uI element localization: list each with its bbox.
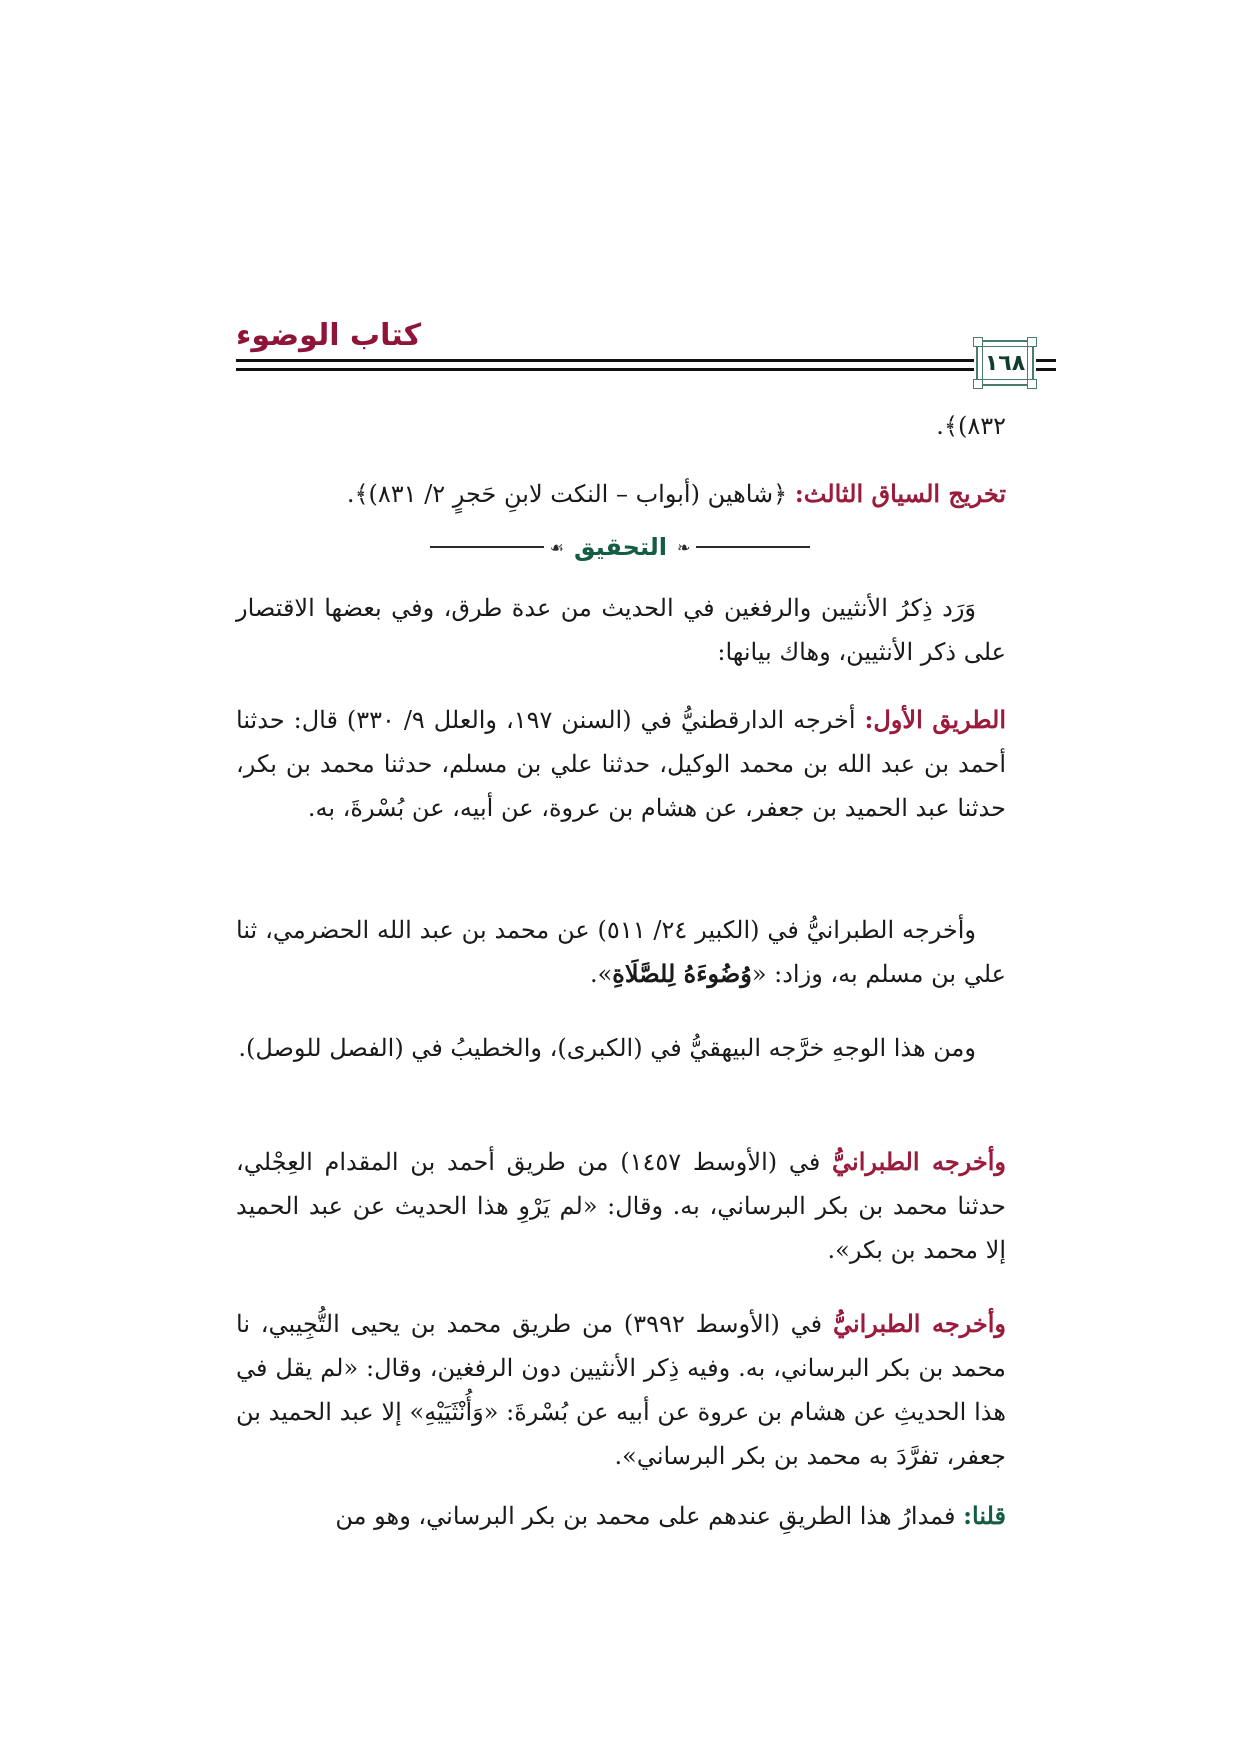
ornament-icon: [1027, 337, 1037, 347]
paragraph-text: وأخرجه الطبرانيُّ في (الكبير ٢٤/ ٥١١) عن محمد بن عبد الله الحضرمي، ثنا علي بن مسلم به، وزاد: «: [236, 916, 1006, 988]
continuation-text: ٨٣٢)﴾.: [936, 412, 1006, 440]
divider-line: [696, 546, 810, 548]
paragraph: [236, 1494, 1006, 1538]
ornament-icon: [973, 379, 983, 389]
paragraph: [236, 1302, 1006, 1478]
book-title: كتاب الوضوء: [236, 318, 422, 353]
paragraph: [236, 1026, 1006, 1070]
path-label: قلنا:: [963, 1501, 1006, 1530]
paragraph-text: في (الأوسط ١٤٥٧) من طريق أحمد بن المقدام العِجْلي، حدثنا محمد بن بكر البرساني، به. وقال: «لم يَرْوِ هذا الحديث عن عبد الحميد إلا محمد بن بكر».: [236, 1148, 1006, 1264]
paragraph-text: ».: [589, 960, 613, 988]
ornament-icon: ❧: [676, 537, 691, 557]
section-title: التحقيق: [573, 533, 667, 561]
header-rule: [236, 359, 974, 362]
paragraph: [236, 586, 1006, 674]
paragraph-text: وَرَد ذِكرُ الأنثيين والرفغين في الحديث من عدة طرق، وفي بعضها الاقتصار على ذكر الأنثيين، وهاك بيانها:: [236, 594, 1006, 666]
paragraph-text: فمدارُ هذا الطريقِ عندهم على محمد بن بكر البرساني، وهو من: [335, 1502, 964, 1530]
paragraph-text: أخرجه الدارقطنيُّ في (السنن ١٩٧، والعلل ٩/ ٣٣٠) قال: حدثنا أحمد بن عبد الله بن محمد الوكيل، حدثنا علي بن مسلم، حدثنا محمد بن بكر، حدثنا عبد الحميد بن جعفر، عن هشام بن عروة، عن أبيه، عن بُسْرةَ، به.: [236, 706, 1006, 822]
ornament-icon: ☙: [549, 537, 564, 557]
section-divider: [430, 532, 810, 562]
header-rule: [1036, 359, 1056, 362]
header-rule: [1036, 368, 1056, 371]
ornament-icon: [1027, 379, 1037, 389]
path-label: وأخرجه الطبرانيُّ: [832, 1309, 1007, 1338]
takhrij-line: [226, 472, 1006, 516]
paragraph-text: ومن هذا الوجهِ خرَّجه البيهقيُّ في (الكبرى)، والخطيبُ في (الفصل للوصل).: [238, 1034, 976, 1062]
paragraph: [236, 698, 1006, 830]
path-label: الطريق الأول:: [864, 705, 1007, 734]
quoted-phrase: وُضُوءَهُ لِلصَّلَاةِ: [612, 959, 752, 988]
paragraph: [236, 908, 1006, 996]
paragraph-text: في (الأوسط ٣٩٩٢) من طريق محمد بن يحيى التُّجِيبي، نا محمد بن بكر البرساني، به. وفيه ذِكر الأنثيين دون الرفغين، وقال: «لم يقل في هذا الحديثِ عن هشام بن عروة عن أبيه عن بُسْرةَ: «وَأُنْثَيَيْهِ» إلا عبد الحميد بن جعفر، تفرَّدَ به محمد بن بكر البرساني».: [236, 1310, 1006, 1470]
page-number-frame: [976, 340, 1034, 386]
paragraph: [236, 1140, 1006, 1272]
path-label: وأخرجه الطبرانيُّ: [832, 1147, 1007, 1176]
takhrij-text: ﴿شاهين (أبواب – النكت لابنِ حَجرٍ ٢/ ٨٣١)﴾.: [346, 480, 795, 508]
continuation-line: [236, 404, 1006, 448]
page-number: ١٦٨: [984, 350, 1026, 376]
takhrij-label: تخريج السياق الثالث:: [794, 479, 1006, 508]
header-rule: [236, 368, 974, 371]
divider-line: [430, 546, 544, 548]
